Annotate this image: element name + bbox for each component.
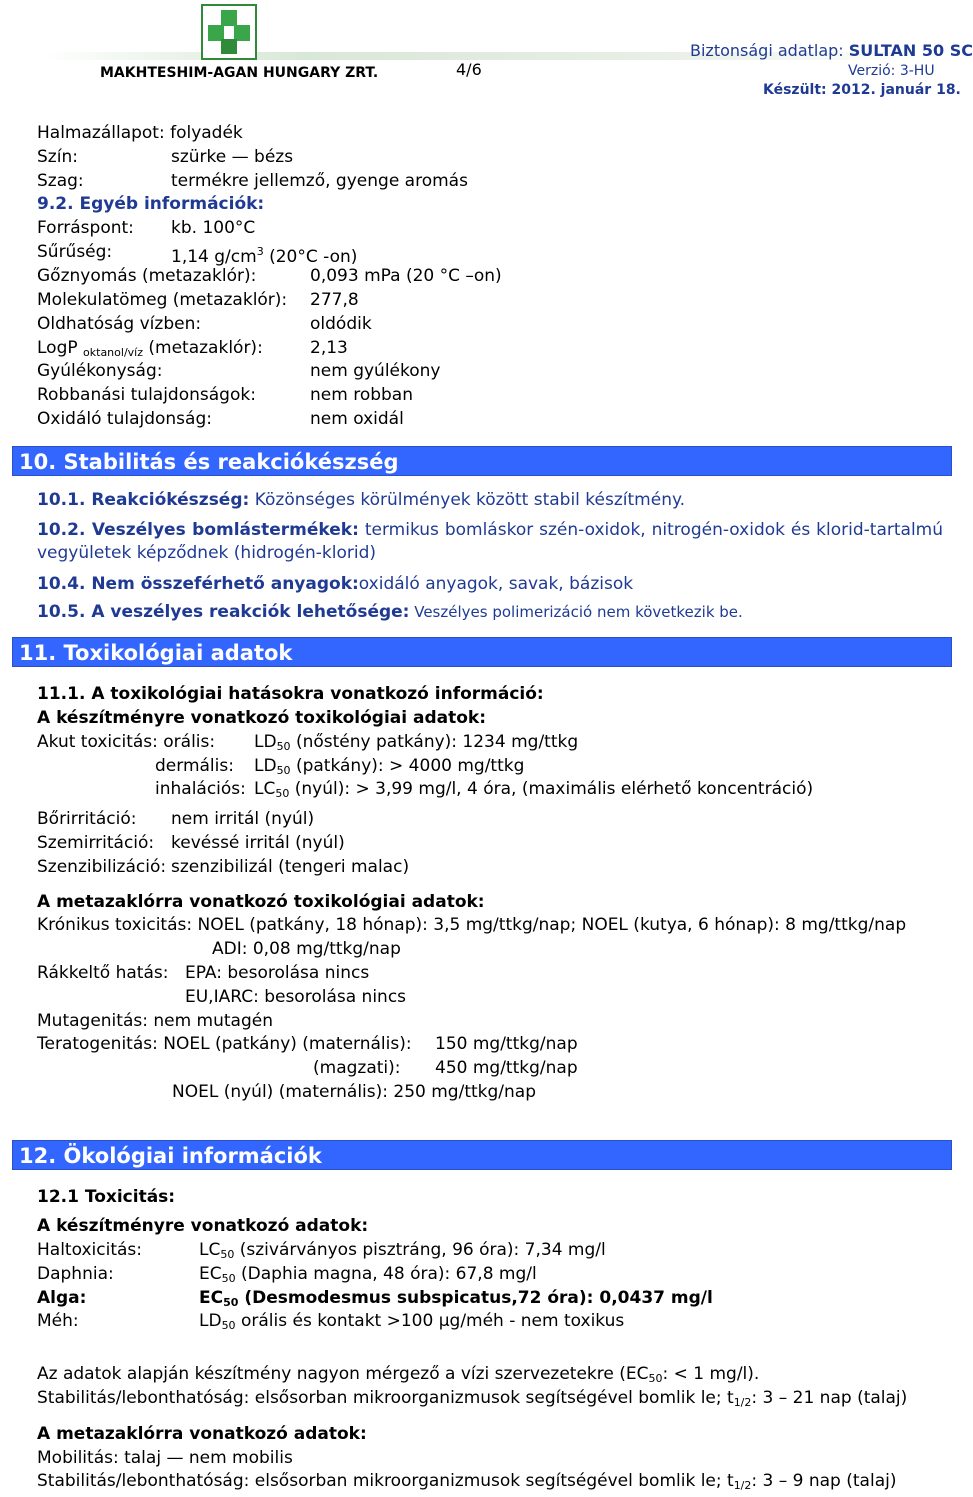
adi-value: ADI: 0,08 mg/ttkg/nap [212,939,401,959]
carcinogenicity-epa: EPA: besorolása nincs [185,963,370,983]
metazachlor-tox-heading: A metazaklórra vonatkozó toxikológiai adatok: [37,892,485,912]
eye-irritation-value: kevéssé irritál (nyúl) [171,833,345,853]
doc-title: Biztonsági adatlap: SULTAN 50 SC [690,41,973,60]
alga-label: Alga: [37,1288,87,1308]
odor-label: Szag: [37,171,84,191]
color-label: Szín: [37,147,78,167]
reactivity: 10.1. Reakciókészség: Közönséges körülmények között stabil készítmény. [37,490,686,510]
sensitization-value: szenzibilizál (tengeri malac) [171,857,410,877]
alga-value: $EC_{50}$ (Desmodesmus subspicatus,72 óra): 0,0437 mg/l [199,1288,713,1309]
density-label: Sűrűség: [37,242,113,262]
version: Verzió: 3-HU [848,63,935,79]
acute-inhalation-value: $LC_{50}$ (nyúl): > 3,99 mg/l, 4 óra, (maximális elérhető koncentráció) [254,779,814,800]
boil-value: kb. 100°C [171,218,256,238]
mw-label: Molekulatömeg (metazaklór): [37,290,288,310]
logp-label: LogP $_{oktanol/víz}$ (metazaklór): [37,338,263,359]
section-12-header: 12. Ökológiai információk [12,1140,952,1170]
explosive-value: nem robban [310,385,413,405]
product-eco-heading: A készítményre vonatkozó adatok: [37,1216,369,1236]
incompatible-materials: 10.4. Nem összeférhető anyagok:oxidáló anyagok, savak, bázisok [37,574,634,594]
company-name: MAKHTESHIM-AGAN HUNGARY ZRT. [100,65,379,81]
carcinogenicity-eu: EU,IARC: besorolása nincs [185,987,407,1007]
physical-state: Halmazállapot: folyadék [37,123,243,143]
degradability-product: Stabilitás/lebonthatóság: elsősorban mikroorganizmusok segítségével bomlik le; $t_{1/2}$: 3 – 21 nap (talaj) [37,1388,908,1409]
fish-label: Haltoxicitás: [37,1240,142,1260]
solubility-label: Oldhatóság vízben: [37,314,202,334]
section-11-header: 11. Toxikológiai adatok [12,637,952,667]
carcinogenicity-label: Rákkeltő hatás: [37,963,169,983]
acute-inhalation-label: inhalációs: [155,779,246,799]
mw-value: 277,8 [310,290,359,310]
solubility-value: oldódik [310,314,372,334]
metazachlor-eco-heading: A metazaklórra vonatkozó adatok: [37,1424,367,1444]
boil-label: Forráspont: [37,218,134,238]
acute-dermal-value: $LD_{50}$ (patkány): > 4000 mg/ttkg [254,756,525,777]
color-value: szürke — bézs [171,147,294,167]
acute-oral-label: Akut toxicitás: orális: [37,732,216,752]
logp-value: 2,13 [310,338,348,358]
acute-dermal-label: dermális: [155,756,234,776]
skin-irritation-label: Bőrirritáció: [37,809,137,829]
flammability-value: nem gyúlékony [310,361,441,381]
teratogenicity-label: Teratogenitás: NOEL (patkány) (maternális): [37,1034,412,1054]
toxicity-heading: 12.1 Toxicitás: [37,1187,176,1207]
aquatic-summary: Az adatok alapján készítmény nagyon mérgező a vízi szervezetekre ($EC_{50}$: < 1 mg/l). [37,1364,760,1385]
bee-value: $LD_{50}$ orális és kontakt >100 µg/méh - nem toxikus [199,1311,625,1332]
section-10-header: 10. Stabilitás és reakciókészség [12,446,952,476]
mutagenicity: Mutagenitás: nem mutagén [37,1011,273,1031]
vapor-value: 0,093 mPa (20 °C –on) [310,266,502,286]
explosive-label: Robbanási tulajdonságok: [37,385,256,405]
chronic-toxicity: Krónikus toxicitás: NOEL (patkány, 18 hónap): 3,5 mg/ttkg/nap; NOEL (kutya, 6 hónap): 8 mg/ttkg/nap [37,915,907,935]
other-info-heading: 9.2. Egyéb információk: [37,194,265,214]
flammability-label: Gyúlékonyság: [37,361,163,381]
tox-info-heading: 11.1. A toxikológiai hatásokra vonatkozó információ: [37,684,544,704]
odor-value: termékre jellemző, gyenge aromás [171,171,468,191]
oxidizing-label: Oxidáló tulajdonság: [37,409,212,429]
oxidizing-value: nem oxidál [310,409,404,429]
vapor-label: Gőznyomás (metazaklór): [37,266,257,286]
decomposition-products: 10.2. Veszélyes bomlástermékek: termikus bomláskor szén-oxidok, nitrogén-oxidok és klorid-tartalmú vegyületek képződnek (hidrogén-klorid) [37,520,943,563]
acute-oral-value: $LD_{50}$ (nőstény patkány): 1234 mg/ttkg [254,732,579,753]
company-logo-icon [201,4,257,60]
teratogenicity-rabbit: NOEL (nyúl) (maternális): 250 mg/ttkg/nap [172,1082,537,1102]
daphnia-value: $EC_{50}$ (Daphia magna, 48 óra): 67,8 mg/l [199,1264,537,1285]
teratogenicity-maternal-value: 150 mg/ttkg/nap [435,1034,578,1054]
degradability-metazachlor: Stabilitás/lebonthatóság: elsősorban mikroorganizmusok segítségével bomlik le; $t_{1/2}$: 3 – 9 nap (talaj) [37,1471,897,1492]
page-number: 4/6 [456,60,482,79]
prepared-date: Készült: 2012. január 18. [763,82,961,98]
hazardous-reactions: 10.5. A veszélyes reakciók lehetősége: Veszélyes polimerizáció nem következik be. [37,602,743,622]
bee-label: Méh: [37,1311,79,1331]
product-tox-heading: A készítményre vonatkozó toxikológiai adatok: [37,708,487,728]
density-value: 1,14 $g/cm^3$ (20°C -on) [171,245,358,267]
teratogenicity-fetal-value: 450 mg/ttkg/nap [435,1058,578,1078]
eye-irritation-label: Szemirritáció: [37,833,155,853]
mobility: Mobilitás: talaj — nem mobilis [37,1448,293,1468]
sensitization-label: Szenzibilizáció: [37,857,167,877]
daphnia-label: Daphnia: [37,1264,114,1284]
teratogenicity-fetal-label: (magzati): [313,1058,401,1078]
skin-irritation-value: nem irritál (nyúl) [171,809,315,829]
fish-value: $LC_{50}$ (szivárványos pisztráng, 96 óra): 7,34 mg/l [199,1240,606,1261]
